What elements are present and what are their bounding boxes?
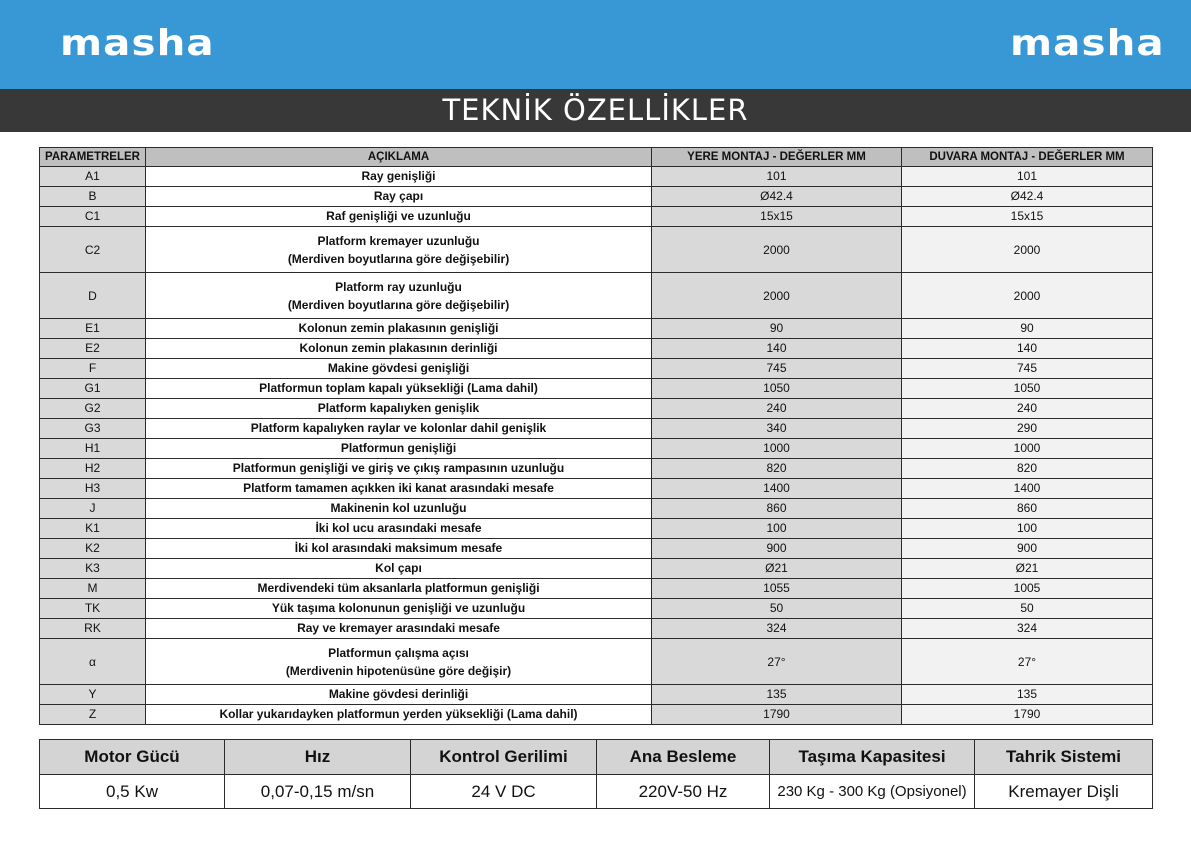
description-note: (Merdiven boyutlarına göre değişebilir) [287,251,510,266]
description-cell [146,519,652,539]
table-row [40,459,1153,479]
floor-mount-value: 2000 [652,227,902,273]
parameter-cell: B [40,187,146,207]
summary-header-drive-system: Tahrik Sistemi [975,740,1153,775]
table-row [40,599,1153,619]
description-line: Platformun genişliği [340,441,457,455]
summary-header-speed: Hız [225,740,411,775]
description-cell [146,359,652,379]
description-line: Ray çapı [373,189,424,203]
wall-mount-value: 1050 [902,379,1153,399]
description-line: İki kol ucu arasındaki mesafe [315,521,482,535]
parameter-cell: RK [40,619,146,639]
floor-mount-value: 900 [652,539,902,559]
description-cell [146,705,652,725]
description-line: Makinenin kol uzunluğu [330,501,467,515]
floor-mount-value: 2000 [652,273,902,319]
description-cell [146,227,652,273]
floor-mount-value: 27° [652,639,902,685]
description-line: Yük taşıma kolonunun genişliği ve uzunluğu [271,601,526,615]
summary-value-row [40,775,1153,809]
floor-mount-value: 1000 [652,439,902,459]
description-cell [146,273,652,319]
table-row [40,559,1153,579]
summary-header-row [40,740,1153,775]
floor-mount-value: 340 [652,419,902,439]
parameter-cell: E2 [40,339,146,359]
description-line: Ray ve kremayer arasındaki mesafe [297,621,500,635]
floor-mount-value: 240 [652,399,902,419]
wall-mount-value: 15x15 [902,207,1153,227]
column-header-wall-mount: DUVARA MONTAJ - DEĞERLER MM [902,148,1153,167]
floor-mount-value: 1055 [652,579,902,599]
table-row [40,579,1153,599]
wall-mount-value: 50 [902,599,1153,619]
wall-mount-value: 2000 [902,227,1153,273]
page-title: TEKNİK ÖZELLİKLER [442,93,749,127]
parameter-cell: G1 [40,379,146,399]
header-band [0,0,1191,89]
floor-mount-value: Ø21 [652,559,902,579]
floor-mount-value: 50 [652,599,902,619]
wall-mount-value: 1000 [902,439,1153,459]
description-line: Merdivendeki tüm aksanlarla platformun genişliği [257,581,540,595]
logo-right: masha [1010,23,1165,64]
description-cell [146,619,652,639]
table-row [40,167,1153,187]
description-note: (Merdivenin hipotenüsüne göre değişir) [285,663,512,678]
table-row [40,379,1153,399]
wall-mount-value: 820 [902,459,1153,479]
description-line: Raf genişliği ve uzunluğu [326,209,471,223]
wall-mount-value: 2000 [902,273,1153,319]
description-cell [146,499,652,519]
description-line: Ray genişliği [361,169,436,183]
wall-mount-value: 100 [902,519,1153,539]
description-cell [146,599,652,619]
description-cell [146,319,652,339]
description-line: Kolonun zemin plakasının derinliği [299,341,498,355]
floor-mount-value: 135 [652,685,902,705]
wall-mount-value: 745 [902,359,1153,379]
description-cell [146,639,652,685]
summary-value-speed: 0,07-0,15 m/sn [225,775,411,809]
description-line: Makine gövdesi derinliği [328,687,469,701]
wall-mount-value: 27° [902,639,1153,685]
spec-table [39,147,1153,725]
floor-mount-value: 101 [652,167,902,187]
description-line: Platform ray uzunluğu [335,279,462,294]
floor-mount-value: 1400 [652,479,902,499]
wall-mount-value: Ø42.4 [902,187,1153,207]
description-line: Platformun toplam kapalı yüksekliği (Lama dahil) [259,381,538,395]
wall-mount-value: 1790 [902,705,1153,725]
description-note: (Merdiven boyutlarına göre değişebilir) [287,297,510,312]
column-header-floor-mount: YERE MONTAJ - DEĞERLER MM [652,148,902,167]
wall-mount-value: 90 [902,319,1153,339]
parameter-cell: A1 [40,167,146,187]
description-line: Platformun genişliği ve giriş ve çıkış rampasının uzunluğu [232,461,565,475]
table-row [40,319,1153,339]
description-cell [146,379,652,399]
table-row [40,273,1153,319]
table-row [40,519,1153,539]
spec-header-row [40,148,1153,167]
floor-mount-value: 1050 [652,379,902,399]
description-line: Platform kapalıyken raylar ve kolonlar dahil genişlik [250,421,547,435]
description-line: Makine gövdesi genişliği [327,361,470,375]
floor-mount-value: 15x15 [652,207,902,227]
parameter-cell: K1 [40,519,146,539]
floor-mount-value: 860 [652,499,902,519]
description-cell [146,207,652,227]
table-row [40,479,1153,499]
description-line: Platform kapalıyken genişlik [317,401,480,415]
parameter-cell: G3 [40,419,146,439]
table-row [40,187,1153,207]
table-row [40,419,1153,439]
wall-mount-value: 860 [902,499,1153,519]
column-header-parameters: PARAMETRELER [40,148,146,167]
parameter-cell: H3 [40,479,146,499]
description-cell [146,187,652,207]
floor-mount-value: 90 [652,319,902,339]
wall-mount-value: 140 [902,339,1153,359]
summary-header-capacity: Taşıma Kapasitesi [770,740,975,775]
description-cell [146,339,652,359]
table-row [40,227,1153,273]
table-row [40,539,1153,559]
table-row [40,705,1153,725]
wall-mount-value: 324 [902,619,1153,639]
summary-value-main-supply: 220V-50 Hz [597,775,770,809]
summary-value-capacity: 230 Kg - 300 Kg (Opsiyonel) [770,775,975,809]
wall-mount-value: 1400 [902,479,1153,499]
parameter-cell: C2 [40,227,146,273]
summary-table [39,739,1153,809]
description-line: Kol çapı [375,561,422,575]
description-line: Kollar yukarıdayken platformun yerden yüksekliği (Lama dahil) [219,707,578,721]
floor-mount-value: 140 [652,339,902,359]
parameter-cell: J [40,499,146,519]
description-cell [146,559,652,579]
summary-value-control-voltage: 24 V DC [411,775,597,809]
floor-mount-value: 1790 [652,705,902,725]
floor-mount-value: 745 [652,359,902,379]
table-row [40,339,1153,359]
description-line: Platformun çalışma açısı [328,645,469,660]
description-cell [146,419,652,439]
table-row [40,359,1153,379]
table-row [40,499,1153,519]
table-row [40,207,1153,227]
parameter-cell: α [40,639,146,685]
wall-mount-value: Ø21 [902,559,1153,579]
parameter-cell: M [40,579,146,599]
table-row [40,439,1153,459]
parameter-cell: E1 [40,319,146,339]
table-row [40,619,1153,639]
summary-header-motor-power: Motor Gücü [40,740,225,775]
parameter-cell: Y [40,685,146,705]
description-line: Kolonun zemin plakasının genişliği [298,321,499,335]
description-line: Platform kremayer uzunluğu [317,233,480,248]
parameter-cell: H1 [40,439,146,459]
description-cell [146,685,652,705]
parameter-cell: F [40,359,146,379]
parameter-cell: H2 [40,459,146,479]
description-cell [146,479,652,499]
floor-mount-value: 100 [652,519,902,539]
wall-mount-value: 101 [902,167,1153,187]
summary-value-drive-system: Kremayer Dişli [975,775,1153,809]
description-cell [146,399,652,419]
description-cell [146,579,652,599]
floor-mount-value: 820 [652,459,902,479]
parameter-cell: G2 [40,399,146,419]
table-row [40,685,1153,705]
description-cell [146,439,652,459]
floor-mount-value: 324 [652,619,902,639]
column-header-description: AÇIKLAMA [146,148,652,167]
table-row [40,639,1153,685]
summary-value-motor-power: 0,5 Kw [40,775,225,809]
parameter-cell: C1 [40,207,146,227]
wall-mount-value: 135 [902,685,1153,705]
wall-mount-value: 1005 [902,579,1153,599]
parameter-cell: D [40,273,146,319]
description-line: İki kol arasındaki maksimum mesafe [294,541,503,555]
description-cell [146,167,652,187]
description-cell [146,459,652,479]
parameter-cell: K2 [40,539,146,559]
parameter-cell: K3 [40,559,146,579]
parameter-cell: TK [40,599,146,619]
description-line: Platform tamamen açıkken iki kanat arasındaki mesafe [243,481,554,495]
wall-mount-value: 240 [902,399,1153,419]
floor-mount-value: Ø42.4 [652,187,902,207]
table-row [40,399,1153,419]
wall-mount-value: 900 [902,539,1153,559]
summary-header-main-supply: Ana Besleme [597,740,770,775]
logo-left: masha [60,23,215,64]
parameter-cell: Z [40,705,146,725]
wall-mount-value: 290 [902,419,1153,439]
description-cell [146,539,652,559]
spec-table-body [40,167,1153,725]
summary-header-control-voltage: Kontrol Gerilimi [411,740,597,775]
title-bar [0,89,1191,132]
